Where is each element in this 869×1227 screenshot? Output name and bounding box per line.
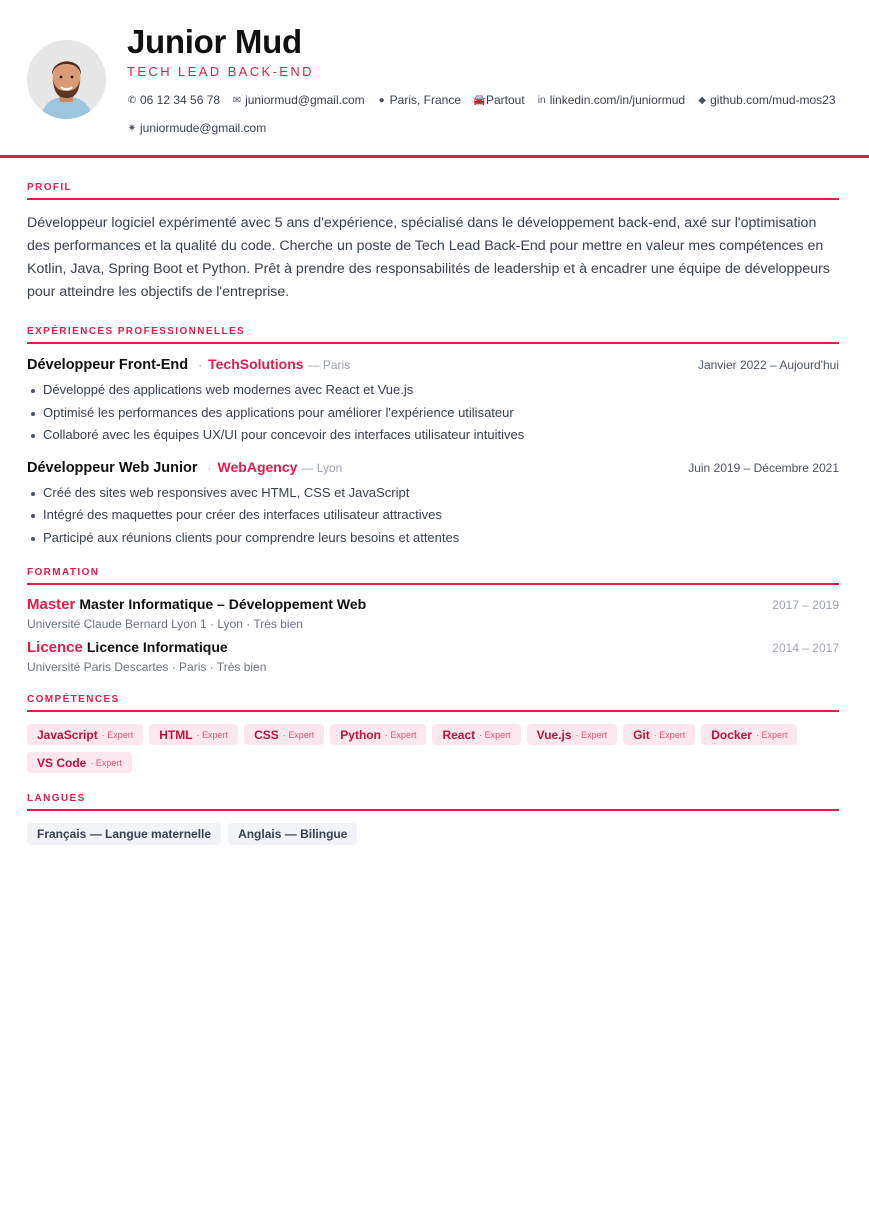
experience-header	[27, 356, 839, 373]
job-location: — Paris	[307, 358, 351, 372]
bullet-item: Collaboré avec les équipes UX/UI pour concevoir des interfaces utilisateur intuitives	[27, 424, 839, 447]
skill-name: Git	[633, 727, 650, 742]
skill-name: React	[442, 727, 476, 742]
skill-level: · Expert	[90, 757, 122, 768]
skill-name: Docker	[711, 727, 752, 742]
job-company: TechSolutions	[208, 356, 304, 372]
candidate-title: TECH LEAD BACK-END	[127, 64, 314, 79]
job-bullets	[27, 482, 839, 550]
job-role: Développeur Front-End	[27, 357, 189, 373]
section-title-competences: COMPÉTENCES	[27, 694, 839, 712]
degree-type: Master	[27, 596, 76, 613]
skill-level: · Expert	[653, 729, 686, 740]
resume-body	[27, 158, 839, 845]
skill-tag	[27, 752, 132, 773]
contact-text[interactable]: Partout	[486, 93, 525, 107]
skill-name: VS Code	[37, 755, 87, 770]
skill-tag	[623, 724, 695, 745]
job-bullets	[27, 379, 839, 447]
skill-name: JavaScript	[37, 727, 98, 742]
skill-level: · Expert	[196, 729, 229, 740]
education-header	[27, 596, 839, 614]
bullet-item: Développé des applications web modernes avec React et Vue.js	[27, 379, 839, 402]
contact-item[interactable]	[127, 119, 266, 137]
education-heading	[27, 596, 366, 614]
avatar	[27, 40, 106, 119]
contact-text[interactable]: juniormud@gmail.com	[245, 93, 365, 107]
experience-heading	[27, 459, 342, 476]
skill-tag	[330, 724, 426, 745]
section-title-profil: PROFIL	[27, 182, 839, 200]
phone-icon: ✆	[127, 94, 137, 106]
contact-text[interactable]: 06 12 34 56 78	[140, 93, 221, 107]
education-list	[27, 596, 839, 674]
skill-list	[27, 724, 839, 773]
star-icon: ✷	[127, 122, 137, 134]
skill-level: · Expert	[755, 729, 788, 740]
contact-item[interactable]	[537, 91, 685, 109]
education-item	[27, 639, 839, 674]
education-meta: Université Paris Descartes · Paris · Très bien	[27, 660, 267, 674]
contact-item[interactable]	[232, 91, 365, 109]
experience-header	[27, 459, 839, 476]
experience-item	[27, 356, 839, 447]
bullet-item: Intégré des maquettes pour créer des interfaces utilisateur attractives	[27, 504, 839, 527]
language-tag: Français — Langue maternelle	[27, 823, 221, 845]
education-dates: 2017 – 2019	[772, 598, 839, 612]
skill-tag	[701, 724, 797, 745]
experience-heading	[27, 356, 350, 373]
skill-name: CSS	[254, 727, 279, 742]
contact-item[interactable]	[377, 91, 461, 109]
degree-name: Licence Informatique	[86, 639, 228, 655]
skill-name: Vue.js	[536, 727, 572, 742]
skill-tag	[27, 724, 143, 745]
bullet-item: Participé aux réunions clients pour comprendre leurs besoins et attentes	[27, 527, 839, 550]
job-company: WebAgency	[217, 458, 298, 475]
skill-tag	[432, 724, 520, 745]
education-dates: 2014 – 2017	[772, 641, 839, 655]
skill-tag	[527, 724, 617, 745]
skill-level: · Expert	[101, 729, 134, 740]
experience-list	[27, 356, 839, 549]
skill-name: HTML	[159, 727, 193, 742]
skill-level: · Expert	[282, 729, 315, 740]
linkedin-icon: in	[537, 94, 546, 106]
skill-name: Python	[340, 727, 381, 742]
contact-item[interactable]	[473, 91, 525, 109]
contact-list	[127, 91, 847, 147]
language-list	[27, 823, 839, 845]
mail-icon: ✉	[232, 94, 242, 106]
resume-header	[0, 0, 869, 158]
candidate-name: Junior Mud	[127, 23, 302, 60]
skill-level: · Expert	[384, 729, 417, 740]
degree-name: Master Informatique – Développement Web	[79, 596, 367, 612]
contact-text[interactable]: github.com/mud-mos23	[710, 93, 836, 107]
separator-dot: ·	[207, 460, 212, 475]
section-title-langues: LANGUES	[27, 793, 839, 811]
skill-tag	[244, 724, 324, 745]
contact-text[interactable]: juniormude@gmail.com	[140, 121, 267, 135]
skill-level: · Expert	[575, 729, 608, 740]
contact-item[interactable]	[697, 91, 835, 109]
job-dates: Juin 2019 – Décembre 2021	[688, 460, 839, 475]
profile-photo	[27, 40, 106, 119]
contact-item[interactable]	[127, 91, 220, 109]
contact-text[interactable]: Paris, France	[389, 93, 461, 107]
skill-level: · Expert	[479, 729, 511, 740]
degree-type: Licence	[27, 639, 83, 656]
section-title-formation: FORMATION	[27, 567, 839, 585]
education-meta: Université Claude Bernard Lyon 1 · Lyon · Très bien	[27, 617, 303, 631]
job-location: — Lyon	[301, 460, 343, 475]
car-icon: 🚘	[473, 94, 486, 106]
job-role: Développeur Web Junior	[27, 459, 198, 476]
education-heading	[27, 639, 228, 657]
bullet-item: Optimisé les performances des applications pour améliorer l'expérience utilisateur	[27, 402, 839, 425]
education-item	[27, 596, 839, 631]
education-header	[27, 639, 839, 657]
experience-item	[27, 459, 839, 550]
job-dates: Janvier 2022 – Aujourd'hui	[697, 358, 839, 372]
github-icon: ◆	[698, 94, 706, 106]
contact-text[interactable]: linkedin.com/in/juniormud	[549, 93, 686, 107]
profil-text: Développeur logiciel expérimenté avec 5 ans d'expérience, spécialisé dans le développement back-end, axé sur l'optimisation des performances et la qualité du code. Cherche un poste de Tech Lead Back-End pour mettre en valeur mes compétences en Kotlin, Java, Spring Boot et Python. Prêt à prendre des responsabilités de leadership et à encadrer une équipe de développeurs pour atteindre les objectifs de l'entreprise.	[27, 215, 830, 300]
location-icon: ●	[378, 94, 385, 106]
section-title-experiences: EXPÉRIENCES PROFESSIONNELLES	[27, 326, 839, 344]
bullet-item: Créé des sites web responsives avec HTML, CSS et JavaScript	[27, 482, 839, 505]
language-tag: Anglais — Bilingue	[228, 823, 357, 845]
separator-dot: ·	[198, 358, 203, 372]
skill-tag	[149, 724, 238, 745]
